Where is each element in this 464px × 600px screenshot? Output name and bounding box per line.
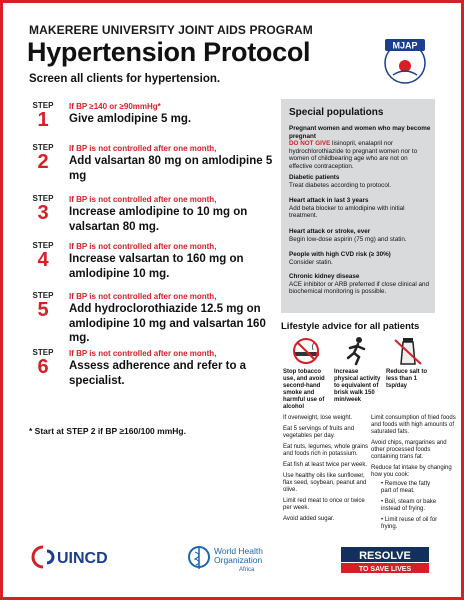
running-icon <box>339 336 373 366</box>
step-1 <box>29 101 275 135</box>
step-condition: If BP is not controlled after one month, <box>69 242 217 251</box>
heart-attack-ever-body: Begin low-dose aspirin (75 mg) and statin. <box>289 235 407 243</box>
diabetic-note <box>289 174 431 189</box>
ckd-heading: Chronic kidney disease <box>289 273 360 280</box>
lifestyle-caption: Increase physical activity to equivalent of brisk walk 150 min/week <box>334 369 381 403</box>
bullet-text: Remove the fatty part of meat. <box>381 481 431 494</box>
step-condition: If BP is not controlled after one month, <box>69 144 217 153</box>
step-label: STEP <box>32 241 54 250</box>
mjap-logo <box>379 37 431 85</box>
cooking-bullet: • Remove the fatty part of meat. <box>381 481 431 494</box>
cvd-risk-note <box>289 251 431 266</box>
footnote: * Start at STEP 2 if BP ≥160/100 mmHg. <box>29 426 186 436</box>
step-action: Assess adherence and refer to a specialist. <box>69 360 247 387</box>
diabetic-body: Treat diabetes according to protocol. <box>289 181 391 189</box>
page-title: Hypertension Protocol <box>27 37 311 67</box>
special-populations-panel <box>281 99 435 313</box>
step-number: 6 <box>37 356 49 378</box>
heart-attack-3yr-heading: Heart attack in last 3 years <box>289 197 369 204</box>
resolve-line-2: TO SAVE LIVES <box>358 566 412 573</box>
bullet-text: Boil, steam or bake instead of frying. <box>381 499 437 512</box>
special-populations-title: Special populations <box>289 107 384 118</box>
step-5 <box>29 291 275 347</box>
advice-item: Use healthy oils like sunflower, flax seed, soybean, peanut and olive. <box>283 473 367 493</box>
step-action: Add hydroclorothiazide 12.5 mg on amlodipine 10 mg and valsartan 160 mg. <box>69 303 266 344</box>
step-2 <box>29 143 275 189</box>
heart-attack-3yr-body: Add beta blocker to amlodipine with initial treatment. <box>289 204 405 220</box>
heart-attack-ever-heading: Heart attack or stroke, ever <box>289 228 371 235</box>
uincd-logo <box>29 543 139 571</box>
step-number: 5 <box>37 299 49 321</box>
step-label: STEP <box>32 101 54 110</box>
step-condition: If BP is not controlled after one month, <box>69 195 217 204</box>
who-line-1: World Health <box>214 546 263 556</box>
advice-item: Eat nuts, legumes, whole grains and foods rich in potassium. <box>283 444 369 457</box>
step-label: STEP <box>32 348 54 357</box>
who-line-2: Organization <box>214 555 263 565</box>
heart-attack-3yr-note <box>289 197 431 220</box>
do-not-give-warning: DO NOT GIVE <box>289 140 331 148</box>
page-subtitle: Screen all clients for hypertension. <box>29 73 221 85</box>
cvd-risk-body: Consider statin. <box>289 258 333 266</box>
cooking-bullet: • Boil, steam or bake instead of frying. <box>381 499 437 512</box>
step-number: 4 <box>37 249 49 271</box>
diet-advice-left <box>283 415 369 527</box>
ckd-note <box>289 273 431 296</box>
lifestyle-title: Lifestyle advice for all patients <box>281 321 420 332</box>
advice-item: Reduce fat intake by changing how you cook: <box>371 465 452 478</box>
lifestyle-caption: Stop tobacco use, and avoid second-hand smoke and harmful use of alcohol <box>283 369 325 410</box>
pregnant-heading: Pregnant women and women who may become pregnant <box>289 125 431 140</box>
program-name: MAKERERE UNIVERSITY JOINT AIDS PROGRAM <box>29 23 313 37</box>
who-logo <box>187 543 283 575</box>
no-smoking-icon <box>289 336 323 366</box>
step-action: Increase valsartan to 160 mg on amlodipine 10 mg. <box>69 253 244 280</box>
step-3 <box>29 194 275 240</box>
pregnant-women-note <box>289 125 431 171</box>
step-label: STEP <box>32 143 54 152</box>
step-condition: If BP ≥140 or ≥90mmHg* <box>69 102 161 111</box>
resolve-logo <box>341 547 429 575</box>
heart-attack-ever-note <box>289 228 431 243</box>
advice-item: Eat 5 servings of fruits and vegetables per day. <box>283 426 355 439</box>
step-action: Increase amlodipine to 10 mg on valsartan 80 mg. <box>69 206 248 233</box>
step-condition: If BP is not controlled after one month, <box>69 349 217 358</box>
bullet-text: Limit reuse of oil for frying. <box>381 517 438 530</box>
step-action: Give amlodipine 5 mg. <box>69 113 192 125</box>
resolve-line-1: RESOLVE <box>359 550 411 562</box>
advice-item: Limit consumption of fried foods and foods with high amounts of saturated fats. <box>371 415 456 435</box>
advice-item: If overweight, lose weight. <box>283 415 353 421</box>
step-6 <box>29 348 275 394</box>
advice-item: Avoid chips, margarines and other processed foods containing trans fat. <box>371 440 447 460</box>
advice-item: Eat fish at least twice per week. <box>283 462 368 468</box>
step-label: STEP <box>32 194 54 203</box>
who-line-3: Africa <box>239 567 255 573</box>
pregnant-body: lisinopril, enalapril nor hydrochlorothiazide to pregnant women nor to women of childbearing age who are not on effective contraception. <box>289 140 418 170</box>
cooking-bullet: • Limit reuse of oil for frying. <box>381 517 438 530</box>
cvd-risk-heading: People with high CVD risk (≥ 30%) <box>289 251 391 258</box>
salt-shaker-icon <box>391 336 425 366</box>
step-condition: If BP is not controlled after one month, <box>69 292 217 301</box>
lifestyle-caption: Reduce salt to less than 1 tsp/day <box>386 369 428 389</box>
step-number: 2 <box>37 151 49 173</box>
advice-item: Avoid added sugar. <box>283 516 335 522</box>
diabetic-heading: Diabetic patients <box>289 174 340 181</box>
step-number: 3 <box>37 202 49 224</box>
ckd-body: ACE inhibitor or ARB preferred if close clinical and biochemical monitoring is possible. <box>289 280 429 296</box>
advice-item: Limit red meat to once or twice per week. <box>283 498 365 511</box>
mjap-logo-text: MJAP <box>392 40 418 51</box>
step-4 <box>29 241 275 287</box>
diet-advice-right <box>371 415 457 483</box>
step-action: Add valsartan 80 mg on amlodipine 5 mg <box>69 155 273 182</box>
step-number: 1 <box>37 109 49 131</box>
uincd-logo-text: UINCD <box>57 550 108 567</box>
step-label: STEP <box>32 291 54 300</box>
